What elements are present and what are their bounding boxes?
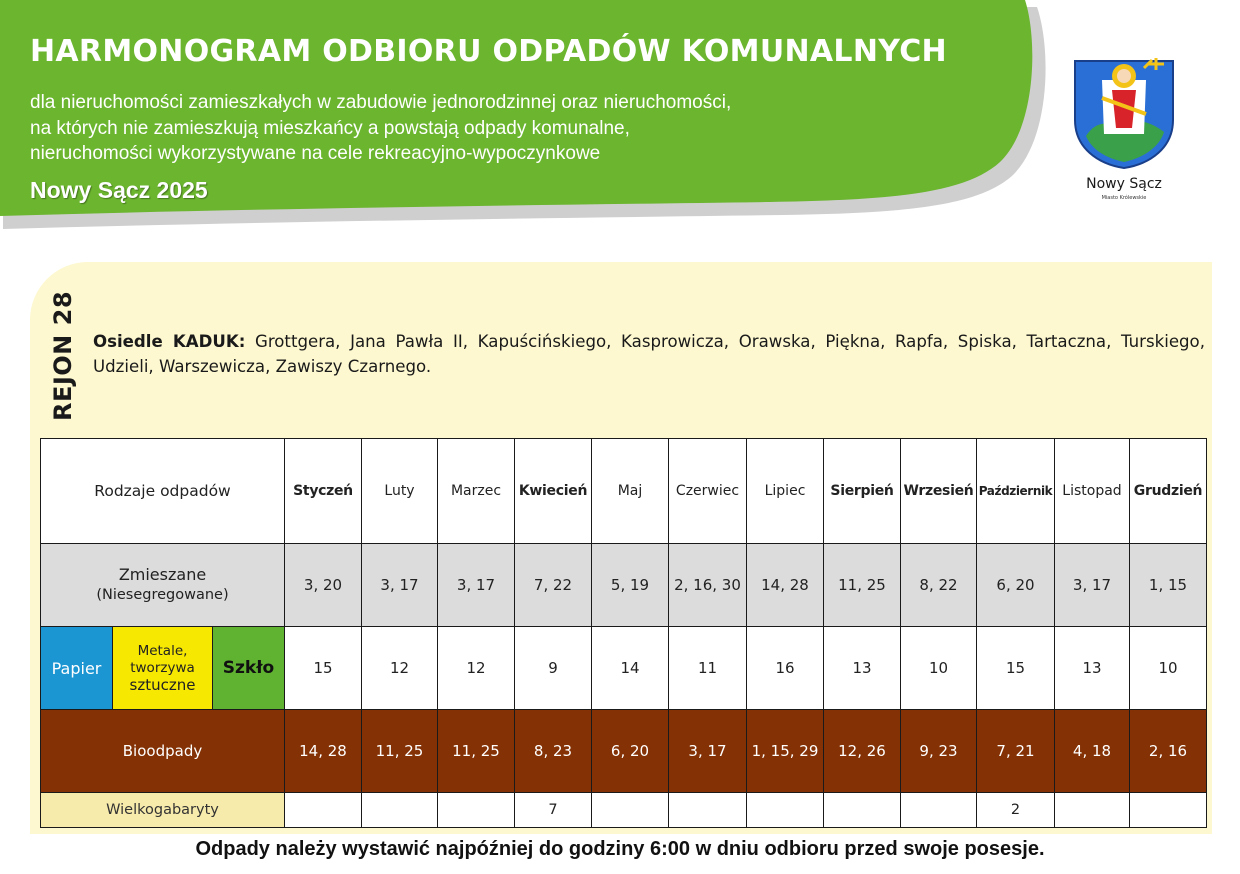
bio-date-cell: 8, 23 (515, 710, 592, 793)
selective-date-cell: 12 (362, 627, 438, 710)
bulky-date-cell (824, 793, 901, 828)
mixed-date-cell: 5, 19 (592, 544, 669, 627)
subtitle-line: dla nieruchomości zamieszkałych w zabudowie jednorodzinnej oraz nieruchomości, (30, 92, 732, 113)
selective-date-cell: 14 (592, 627, 669, 710)
table-row-bulky-waste (41, 793, 1207, 828)
mixed-date-cell: 2, 16, 30 (669, 544, 747, 627)
month-header: Maj (592, 439, 669, 544)
month-header: Marzec (438, 439, 515, 544)
mixed-waste-label-main: Zmieszane (118, 565, 207, 584)
region-label: REJON 28 (49, 290, 77, 422)
bulky-date-cell (747, 793, 824, 828)
mixed-waste-label (41, 544, 285, 627)
month-header: Wrzesień (901, 439, 977, 544)
month-header: Styczeń (285, 439, 362, 544)
mixed-date-cell: 3, 20 (285, 544, 362, 627)
bio-date-cell: 11, 25 (438, 710, 515, 793)
mixed-date-cell: 3, 17 (1055, 544, 1130, 627)
month-header: Kwiecień (515, 439, 592, 544)
city-year-label: Nowy Sącz 2025 (30, 177, 208, 203)
month-header: Sierpień (824, 439, 901, 544)
mixed-waste-label-sub: (Niesegregowane) (96, 587, 229, 603)
mixed-date-cell: 14, 28 (747, 544, 824, 627)
mixed-date-cell: 3, 17 (362, 544, 438, 627)
bio-date-cell: 1, 15, 29 (747, 710, 824, 793)
bio-date-cell: 7, 21 (977, 710, 1055, 793)
subtitle-line: na których nie zamieszkują mieszkańcy a powstają odpady komunalne, (30, 117, 630, 139)
mixed-date-cell: 6, 20 (977, 544, 1055, 627)
page-subtitle (30, 90, 731, 167)
metal-plastic-label (113, 627, 213, 710)
table-header-row (41, 439, 1207, 544)
bio-date-cell: 12, 26 (824, 710, 901, 793)
mixed-date-cell: 8, 22 (901, 544, 977, 627)
metal-label-line: sztuczne (129, 675, 196, 694)
bio-date-cell: 4, 18 (1055, 710, 1130, 793)
footer-note: Odpady należy wystawić najpóźniej do godziny 6:00 w dniu odbioru przed swoje posesje. (195, 838, 1045, 860)
bulky-date-cell (669, 793, 747, 828)
crest-city-subtitle: Miasto Królewskie (1101, 195, 1147, 201)
selective-date-cell: 13 (1055, 627, 1130, 710)
street-list: Grottgera, Jana Pawła II, Kapuścińskiego, Kasprowicza, Orawska, Piękna, Rapfa, Spiska, Tartaczna, Turskiego, Udzieli, Warszewicza, Zawiszy Czarnego. (93, 332, 1205, 376)
selective-date-cell: 9 (515, 627, 592, 710)
bulky-date-cell (1055, 793, 1130, 828)
bulky-waste-label: Wielkogabaryty (41, 793, 285, 828)
selective-date-cell: 15 (977, 627, 1055, 710)
selective-date-cell: 12 (438, 627, 515, 710)
bulky-date-cell: 7 (515, 793, 592, 828)
month-header: Listopad (1055, 439, 1130, 544)
bio-date-cell: 2, 16 (1130, 710, 1207, 793)
metal-label-line: tworzywa (130, 659, 195, 676)
bio-date-cell: 6, 20 (592, 710, 669, 793)
paper-label: Papier (41, 627, 113, 710)
bio-date-cell: 11, 25 (362, 710, 438, 793)
month-header: Październik (977, 439, 1055, 544)
bulky-date-cell (438, 793, 515, 828)
selective-date-cell: 13 (824, 627, 901, 710)
selective-date-cell: 16 (747, 627, 824, 710)
selective-date-cell: 15 (285, 627, 362, 710)
mixed-date-cell: 11, 25 (824, 544, 901, 627)
subtitle-line: nieruchomości wykorzystywane na cele rekreacyjno-wypoczynkowe (30, 143, 601, 164)
glass-label: Szkło (213, 627, 285, 710)
city-coat-of-arms-icon (1072, 58, 1176, 170)
mixed-date-cell: 7, 22 (515, 544, 592, 627)
bulky-date-cell (901, 793, 977, 828)
estate-description (93, 329, 1205, 379)
bulky-date-cell (362, 793, 438, 828)
bulky-date-cell (592, 793, 669, 828)
bio-date-cell: 3, 17 (669, 710, 747, 793)
bio-date-cell: 9, 23 (901, 710, 977, 793)
table-row-bio-waste (41, 710, 1207, 793)
estate-name: Osiedle KADUK: (93, 332, 246, 351)
table-row-selective-waste (41, 627, 1207, 710)
crest-city-name: Nowy Sącz (1086, 176, 1162, 192)
bio-waste-label: Bioodpady (41, 710, 285, 793)
month-header: Luty (362, 439, 438, 544)
metal-label-line: Metale, (137, 642, 188, 659)
selective-date-cell: 11 (669, 627, 747, 710)
mixed-date-cell: 1, 15 (1130, 544, 1207, 627)
month-header: Lipiec (747, 439, 824, 544)
mixed-date-cell: 3, 17 (438, 544, 515, 627)
month-header: Grudzień (1130, 439, 1207, 544)
selective-date-cell: 10 (901, 627, 977, 710)
bulky-date-cell (285, 793, 362, 828)
month-header: Czerwiec (669, 439, 747, 544)
page-title: HARMONOGRAM ODBIORU ODPADÓW KOMUNALNYCH (30, 34, 947, 69)
bulky-date-cell (1130, 793, 1207, 828)
table-row-mixed-waste (41, 544, 1207, 627)
selective-date-cell: 10 (1130, 627, 1207, 710)
bulky-date-cell: 2 (977, 793, 1055, 828)
collection-schedule-table (40, 438, 1207, 828)
category-header: Rodzaje odpadów (41, 439, 285, 544)
bio-date-cell: 14, 28 (285, 710, 362, 793)
